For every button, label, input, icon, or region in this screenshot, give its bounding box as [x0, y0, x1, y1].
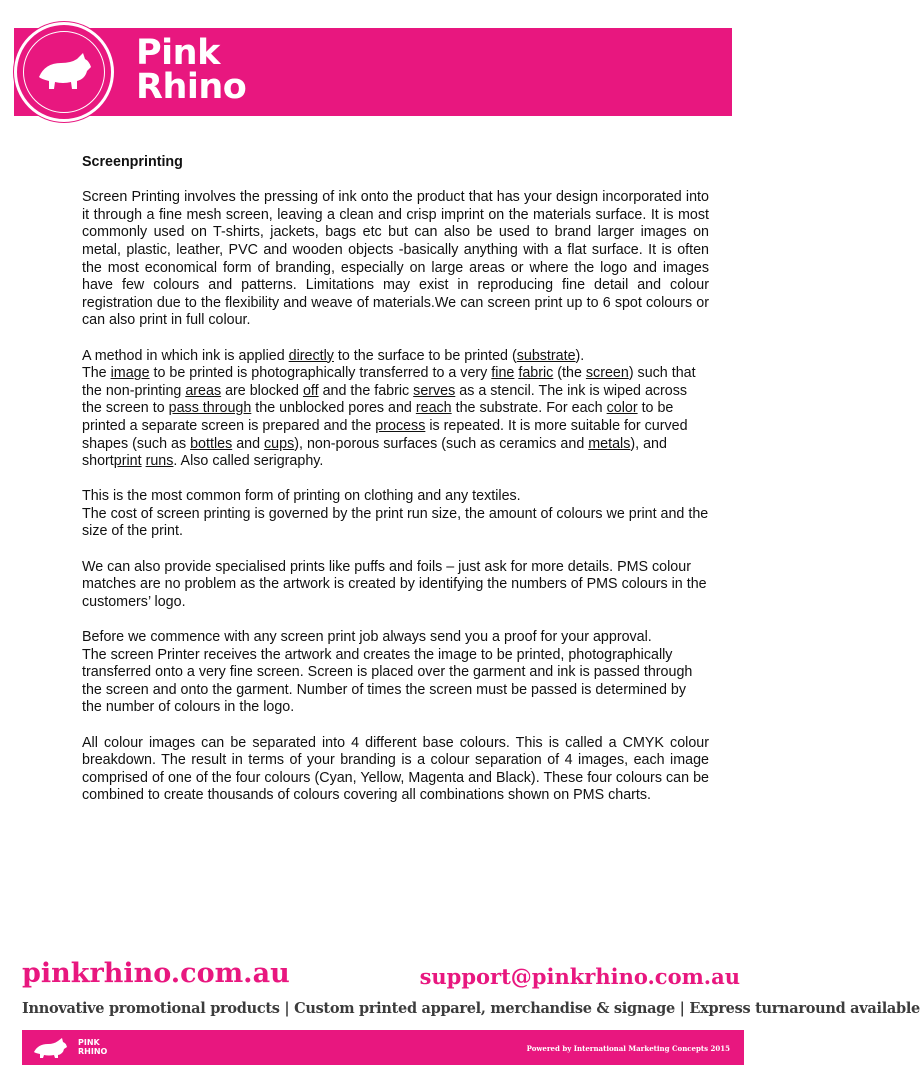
footer-email[interactable]: support@pinkrhino.com.au	[419, 964, 740, 989]
text: to be printed is photographically transferred to a very	[149, 365, 492, 382]
link-screen[interactable]: screen	[585, 365, 629, 382]
powered-by: Powered by International Marketing Concepts 2015	[526, 1044, 730, 1053]
footer-mini-brand-line1: PINK	[78, 1038, 100, 1047]
link-serves[interactable]: serves	[413, 382, 456, 399]
text: is repeated. It is more suitable for curved shapes (such as	[82, 417, 688, 452]
text: the substrate. For each	[451, 400, 607, 417]
link-off[interactable]: off	[302, 382, 319, 399]
paragraph-common-form	[82, 488, 709, 541]
header-band	[14, 28, 732, 116]
text: the unblocked pores and	[251, 400, 416, 417]
paragraph-intro: Screen Printing involves the pressing of ink onto the product that has your design incorporated into it through a fine mesh screen, leaving a clean and crisp imprint on the materials surface. It is most commonly used on T-shirts, jackets, bags etc but can also be used to brand larger images on metal, plastic, leather, PVC and wooden objects -basically anything with a flat surface. It is often the most economical form of branding, especially on large areas or where the logo and images have few colours and patterns. Limitations may exist in reproducing fine detail and colour registration due to the flexibility and weave of materials.We can screen print up to 6 spot colours or can also print in full colour.	[82, 189, 709, 329]
brand-logo	[14, 22, 114, 122]
link-color[interactable]: color	[606, 400, 638, 417]
brand-name	[136, 33, 247, 107]
text: and the fabric	[318, 382, 414, 399]
footer-website[interactable]: pinkrhino.com.au	[22, 958, 290, 989]
text: The cost of screen printing is governed by the print run size, the amount of colours we print and the size of the print.	[82, 505, 709, 540]
text: as a stencil. The ink is wiped across the screen to	[82, 382, 688, 417]
footer-mini-brand	[78, 1038, 107, 1056]
text: ), and short	[82, 435, 667, 470]
text: . Also called serigraphy.	[173, 453, 324, 470]
text: to be printed a separate screen is prepared and the	[82, 400, 674, 434]
link-pass-through[interactable]: pass through	[168, 400, 252, 417]
link-areas[interactable]: areas	[185, 382, 222, 399]
paragraph-proof	[82, 629, 709, 717]
document-heading: Screenprinting	[82, 154, 183, 170]
text: The	[82, 365, 111, 382]
text: ), non-porous surfaces (such as ceramics and	[294, 435, 589, 452]
link-print[interactable]: print	[113, 453, 142, 470]
text: and	[232, 435, 265, 452]
paragraph-special-prints: We can also provide specialised prints like puffs and foils – just ask for more details. PMS colour matches are no problem as the artwork is created by identifying the numbers of PMS colours in the customers’ logo.	[82, 558, 707, 610]
paragraph-cmyk: All colour images can be separated into 4 different base colours. This is called a CMYK colour breakdown. The result in terms of your branding is a colour separation of 4 images, each image comprised of one of the four colours (Cyan, Yellow, Magenta and Black). These four colours can be combined to create thousands of colours covering all combinations shown on PMS charts.	[82, 734, 709, 804]
brand-name-line2: Rhino	[136, 67, 247, 107]
footer-mini-brand-line2: RHINO	[78, 1047, 108, 1056]
link-cups[interactable]: cups	[264, 435, 295, 452]
footer-band	[22, 1030, 744, 1065]
text: (the	[553, 365, 586, 382]
link-substrate[interactable]: substrate	[516, 347, 576, 364]
link-fabric[interactable]: fabric	[518, 365, 554, 382]
text: are blocked	[221, 382, 303, 399]
link-directly[interactable]: directly	[288, 347, 334, 364]
text: A method in which ink is applied	[82, 347, 289, 364]
text: to the surface to be printed (	[333, 347, 517, 364]
text: The screen Printer receives the artwork and creates the image to be printed, photographically transferred onto a very fine screen. Screen is placed over the garment and ink is passed through the screen and onto the garment. Number of times the screen must be passed is determined by the number of colours in the logo.	[82, 646, 693, 716]
link-fine[interactable]: fine	[491, 365, 515, 382]
link-process[interactable]: process	[375, 417, 426, 434]
link-metals[interactable]: metals	[588, 435, 631, 452]
link-reach[interactable]: reach	[415, 400, 452, 417]
paragraph-method	[82, 348, 709, 471]
footer-tagline: Innovative promotional products | Custom printed apparel, merchandise & signage | Express turnaround available	[22, 1000, 920, 1017]
rhino-logo-icon	[17, 25, 111, 119]
text: This is the most common form of printing on clothing and any textiles.	[82, 488, 521, 505]
text: ).	[575, 347, 585, 364]
text: Before we commence with any screen print job always send you a proof for your approval.	[82, 629, 652, 646]
document-body	[82, 154, 709, 823]
rhino-mini-icon	[32, 1038, 76, 1058]
link-image[interactable]: image	[110, 365, 150, 382]
link-runs[interactable]: runs	[145, 453, 174, 470]
link-bottles[interactable]: bottles	[190, 435, 233, 452]
text: ) such that the non-printing	[82, 365, 696, 399]
brand-name-line1: Pink	[136, 33, 220, 73]
